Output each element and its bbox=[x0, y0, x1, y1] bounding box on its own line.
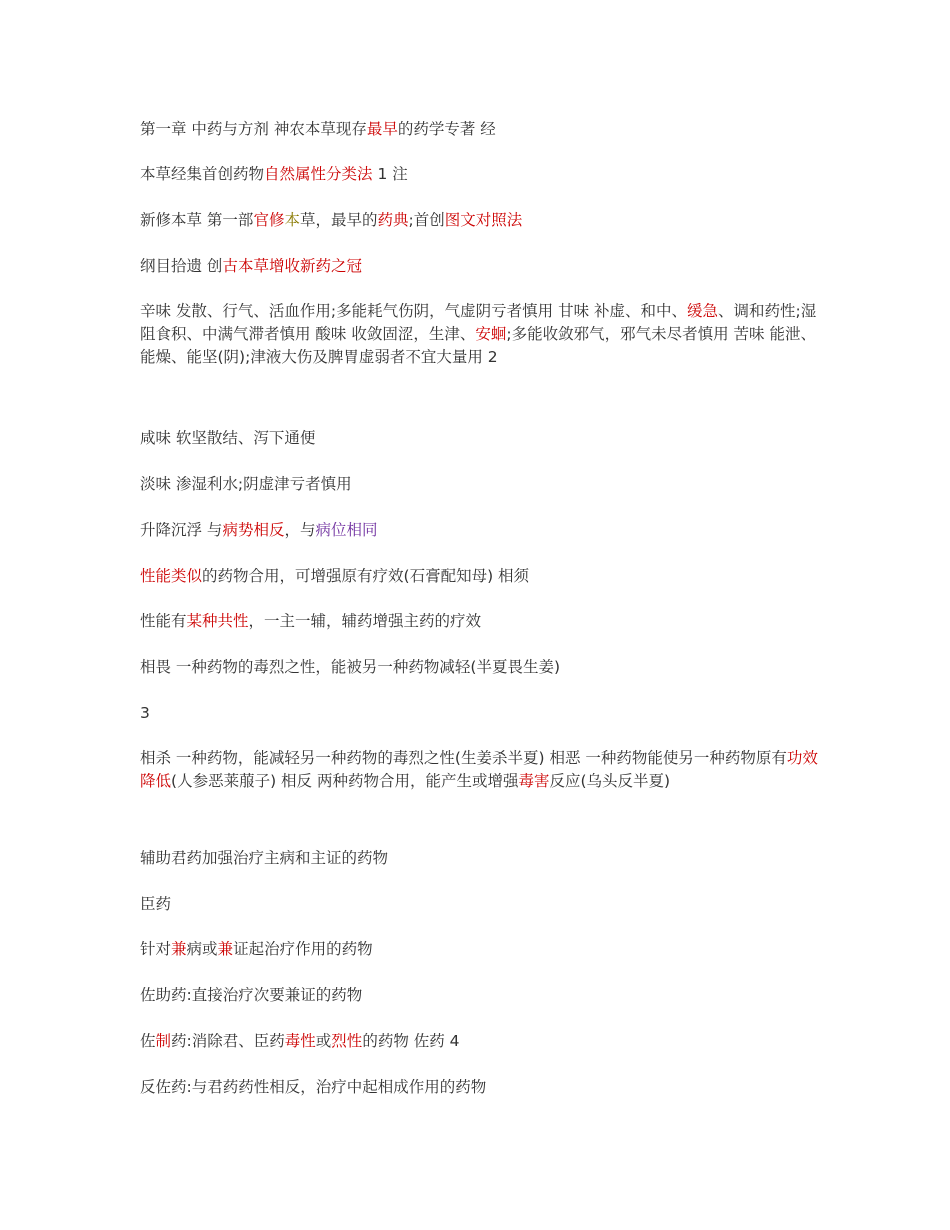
paragraph-19 bbox=[140, 1076, 820, 1099]
text-segment: ;首创 bbox=[408, 211, 445, 229]
paragraph-1 bbox=[140, 118, 820, 141]
text-segment: 相畏 一种药物的毒烈之性，能被另一种药物减轻(半夏畏生姜) bbox=[140, 658, 561, 676]
highlighted-text-red: 烈性 bbox=[331, 1032, 363, 1050]
paragraph-4 bbox=[140, 255, 820, 278]
text-segment: ;多能收敛邪气，邪气未尽者慎用 苦味 能泄、能燥、能坚(阴);津液大伤及脾胃虚弱者不宜大量用 2 bbox=[140, 325, 816, 366]
text-segment: 佐 bbox=[140, 1032, 156, 1050]
paragraph-14 bbox=[140, 847, 820, 870]
text-segment: 证起治疗作用的药物 bbox=[233, 940, 373, 958]
paragraph-6 bbox=[140, 427, 820, 450]
highlighted-text-red: 兼 bbox=[171, 940, 187, 958]
paragraph-5 bbox=[140, 300, 820, 369]
text-segment: 反佐药:与君药药性相反，治疗中起相成作用的药物 bbox=[140, 1078, 487, 1096]
text-segment: 第一章 中药与方剂 神农本草现存 bbox=[140, 120, 367, 138]
highlighted-text-red: 兼 bbox=[217, 940, 234, 958]
text-segment: 新修本草 第一部 bbox=[140, 211, 254, 229]
paragraph-11 bbox=[140, 656, 820, 679]
paragraph-7 bbox=[140, 473, 820, 496]
highlighted-text-red: 病势相反 bbox=[222, 521, 285, 539]
highlighted-text-red: 某种共性 bbox=[186, 612, 249, 630]
paragraph-8 bbox=[140, 519, 820, 542]
highlighted-text-red: 最早 bbox=[366, 120, 398, 138]
text-segment: 辅助君药加强治疗主病和主证的药物 bbox=[140, 849, 389, 867]
text-segment: 的药学专著 经 bbox=[397, 120, 496, 138]
paragraph-15 bbox=[140, 893, 820, 916]
text-segment: 相杀 一种药物，能减轻另一种药物的毒烈之性(生姜杀半夏) 相恶 一种药物能使另一种药物原有 bbox=[140, 749, 787, 767]
text-segment: 佐助药:直接治疗次要兼证的药物 bbox=[140, 986, 363, 1004]
highlighted-text-red: 毒害 bbox=[518, 772, 550, 790]
text-segment: 的药物 佐药 4 bbox=[362, 1032, 460, 1050]
highlighted-text-red: 制 bbox=[155, 1032, 172, 1050]
paragraph-13 bbox=[140, 747, 820, 793]
text-segment: 病或 bbox=[186, 940, 218, 958]
text-segment: 的药物合用，可增强原有疗效(石膏配知母) 相须 bbox=[202, 567, 530, 585]
highlighted-text-red: 图文对照法 bbox=[444, 211, 523, 229]
highlighted-text-olive: 本 bbox=[284, 211, 300, 229]
text-segment: 咸味 软坚散结、泻下通便 bbox=[140, 429, 316, 447]
highlighted-text-purple: 病位相同 bbox=[315, 521, 378, 539]
text-segment: 、调和药性;湿阻食积、中满气滞者慎用 酸味 收敛固涩，生津、 bbox=[140, 302, 817, 343]
text-segment: 或 bbox=[315, 1032, 332, 1050]
text-segment: 性能有 bbox=[140, 612, 187, 630]
highlighted-text-red: 古本草增收新药之冠 bbox=[222, 257, 362, 275]
text-segment: 3 bbox=[140, 704, 150, 722]
highlighted-text-red: 药典 bbox=[377, 211, 409, 229]
text-segment: 药:消除君、臣药 bbox=[171, 1032, 285, 1050]
text-segment: 臣药 bbox=[140, 895, 172, 913]
text-segment: 升降沉浮 与 bbox=[140, 521, 223, 539]
text-segment: 草，最早的 bbox=[299, 211, 378, 229]
paragraph-12 bbox=[140, 702, 820, 725]
paragraph-16 bbox=[140, 938, 820, 961]
text-segment: 淡味 渗湿利水;阴虚津亏者慎用 bbox=[140, 475, 352, 493]
highlighted-text-red: 官修 bbox=[253, 211, 285, 229]
text-segment: (人参恶莱菔子) 相反 两种药物合用，能产生或增强 bbox=[171, 772, 519, 790]
text-segment: 辛味 发散、行气、活血作用;多能耗气伤阴，气虚阴亏者慎用 甘味 补虚、和中、 bbox=[140, 302, 688, 320]
highlighted-text-red: 安蛔 bbox=[475, 325, 507, 343]
text-segment: ，与 bbox=[284, 521, 316, 539]
highlighted-text-red: 毒性 bbox=[284, 1032, 316, 1050]
highlighted-text-red: 自然属性分类法 bbox=[264, 165, 373, 183]
paragraph-2 bbox=[140, 163, 820, 186]
text-segment: 反应(乌头反半夏) bbox=[549, 772, 671, 790]
highlighted-text-red: 性能类似 bbox=[140, 567, 203, 585]
paragraph-18 bbox=[140, 1030, 820, 1053]
paragraph-17 bbox=[140, 984, 820, 1007]
text-segment: 纲目拾遗 创 bbox=[140, 257, 223, 275]
text-segment: ，一主一辅，辅药增强主药的疗效 bbox=[248, 612, 482, 630]
highlighted-text-red: 缓急 bbox=[687, 302, 719, 320]
text-segment: 针对 bbox=[140, 940, 172, 958]
paragraph-9 bbox=[140, 565, 820, 588]
text-segment: 本草经集首创药物 bbox=[140, 165, 265, 183]
paragraph-10 bbox=[140, 610, 820, 633]
highlighted-text-red: 功效降低 bbox=[140, 749, 818, 790]
paragraph-3 bbox=[140, 209, 820, 232]
text-segment: 1 注 bbox=[372, 165, 408, 183]
